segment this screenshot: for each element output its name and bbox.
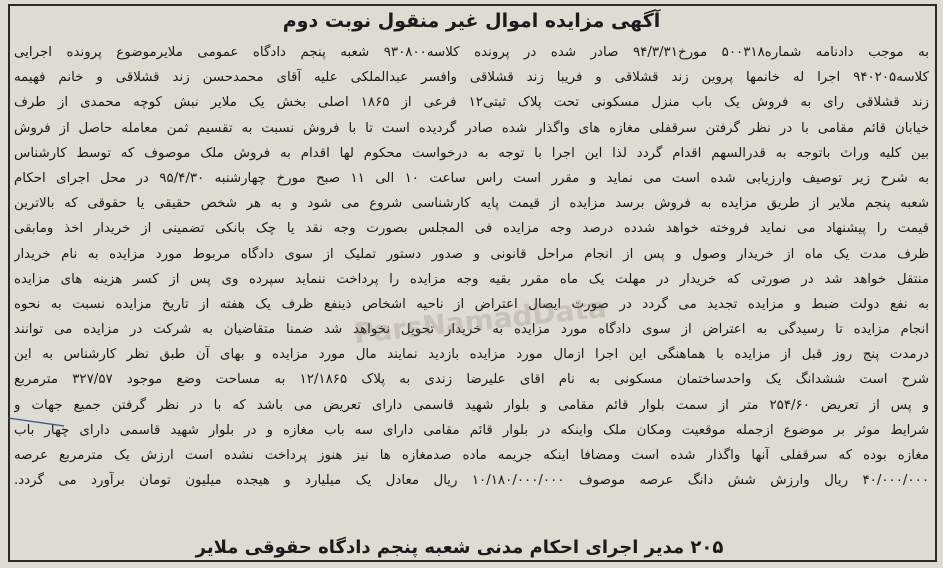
notice-body xyxy=(14,40,929,493)
notice-line: شعبه پنجم ملایر از طریق مزایده به فروش برسد مزایده از قیمت پایه کارشناسی شروع می شود و به هر شخص حقیقی یا حقوقی که بالاترین xyxy=(14,196,929,212)
notice-footer: ۲۰۵ مدیر اجرای احکام مدنی شعبه پنجم دادگاه حقوقی ملایر xyxy=(195,537,724,558)
notice-line: به نفع دولت ضبط و مزایده تجدید می گردد در صورت ایصال اعتراض از ناحیه اشخاص ذینفع ظرف یک هفته از تاریخ مزایده نسبت به نحوه xyxy=(14,296,929,312)
notice-line: خیابان قائم مقامی با در نظر گرفتن سرقفلی مغازه های واگذار شده صادر گردیده است تا با فروش نسبت به تقسیم ثمن معامله حاصل از فروش xyxy=(14,120,929,136)
notice-line: به شرح زیر توصیف وارزیابی شده است می نماید و مقرر است راس ساعت ۱۰ الی ۱۱ صبح مورخ چهارشنبه ۹۵/۴/۳۰ در محل اجرای احکام xyxy=(14,170,929,186)
notice-line: مغازه بوده که سرقفلی آنها واگذار شده است ومضافا اینکه جریمه ماده صدمغازه ها نیز هنوز پرداخت نشده است ارزش یک مترمربع عرصه xyxy=(14,448,929,463)
notice-line: قیمت را پیشنهاد می نماید فروخته خواهد شدده درصد وجه مزایده فی المجلس بصورت وجه نقد یا چک بانکی تضمینی از خریدار اخذ ومابقی xyxy=(14,221,929,237)
notice-line: ظرف مدت یک ماه از خریدار وصول و پس از انجام مراحل قانونی و صدور دستور تملیک از سوی دادگاه مربوط مورد مزایده به نام خریدار xyxy=(14,246,929,262)
notice-line: کلاسه۹۴۰۲۰۵ اجرا له خانمها پروین زند قشلاقی و فریبا زند قشلاقی وافسر عبدالملکی علیه آقای محمدحسن زند قشلاقی و خانم فهیمه xyxy=(14,70,929,86)
watermark-logo: ParsNamadData xyxy=(351,290,609,351)
notice-line: بین کلیه وراث باتوجه به قدرالسهم اقدام گردد لذا این اجرا با توجه به درخواست محکوم لها اقدام به فروش ملک موصوف که توسط کارشناس xyxy=(14,145,929,161)
notice-title: آگهی مزایده اموال غیر منقول نوبت دوم xyxy=(282,10,661,32)
notice-line: منتقل خواهد شد در صورتی که خریدار در مهلت یک ماه مقرر بقیه وجه مزایده را پرداخت ننماید سپرده وی پس از کسر هزینه های مزایده xyxy=(14,271,929,287)
notice-line: و پس از تعریض ۲۵۴/۶۰ متر از سمت بلوار قائم مقامی و بلوار شهید قاسمی دارای تعریض می باشد که با در نظر گرفتن جمیع جهات و xyxy=(14,397,929,413)
notice-line: شرایط موثر بر موضوع ازجمله موقعیت ومکان ملک واینکه در بلوار قائم مقامی دارای سه باب مغازه و در بلوار شهید قاسمی دارای چهار باب xyxy=(14,422,929,438)
notice-line: به موجب دادنامه شماره۵۰۰۳۱۸ مورخ۹۴/۳/۳۱ صادر شده در پرونده کلاسه۹۳۰۸۰۰ شعبه پنجم دادگاه عمومی ملایرموضوع پرونده اجرایی xyxy=(14,45,929,60)
notice-line: ۴۰/۰۰۰/۰۰۰ ریال وارزش شش دانگ عرصه موصوف ۱۰/۱۸۰/۰۰۰/۰۰۰ ریال معادل یک میلیارد و هیجده میلیون تومان برآورد می گردد. xyxy=(14,473,929,489)
notice-line: زند قشلاقی رای به فروش یک باب منزل مسکونی تحت پلاک ثبتی۱۲ فرعی از ۱۸۶۵ اصلی بخش یک ملایر نبش کوچه محمدی از طرف xyxy=(14,95,929,111)
notice-line: درمدت پنج روز قبل از مزایده با هماهنگی این اجرا ازمال مورد مزایده بازدید نمایند مال مورد مزایده و بهای آن طبق نظر کارشناس به این xyxy=(14,347,929,363)
notice-line: شرح است ششدانگ یک واحدساختمان مسکونی به نام اقای علیرضا زندی به پلاک ۱۲/۱۸۶۵ به مساحت وضع موجود ۳۲۷/۵۷ مترمربع xyxy=(14,372,929,388)
notice-line: انجام مزایده تا رسیدگی به اعتراض از سوی دادگاه مورد مزایده به خریدار تحویل نخواهد شد ضمنا متقاضیان به شرکت در مزایده می توانند xyxy=(14,322,929,338)
